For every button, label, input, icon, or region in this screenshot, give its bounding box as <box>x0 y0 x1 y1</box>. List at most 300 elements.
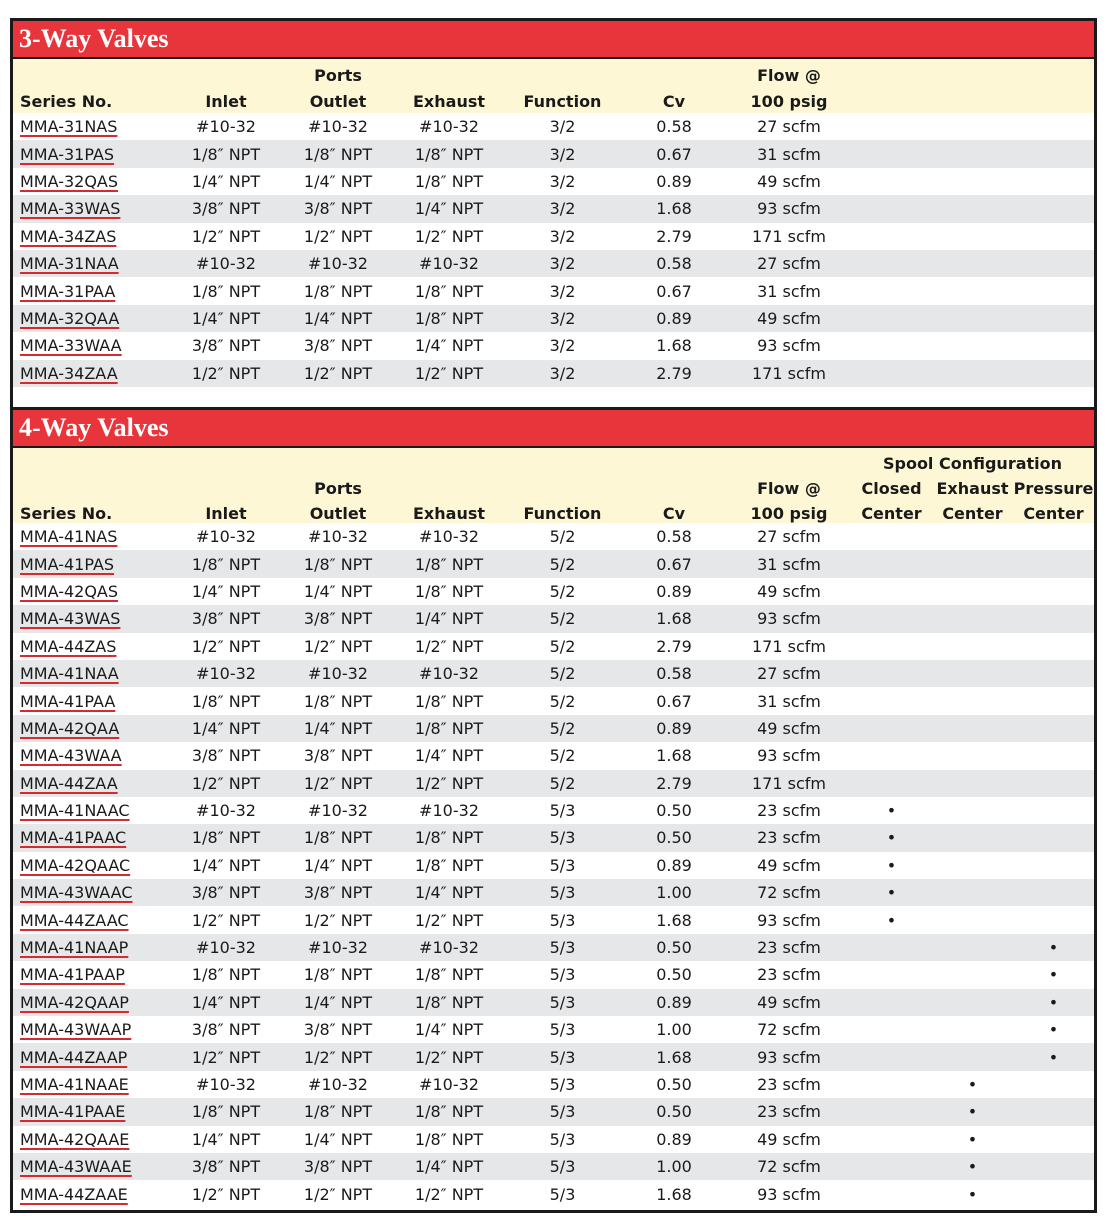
three-way-header-row <box>13 85 1094 113</box>
flow-cell: 93 scfm <box>727 195 851 222</box>
flow-cell: 27 scfm <box>727 250 851 277</box>
flow-cell: 49 scfm <box>727 715 851 742</box>
function-cell: 5/3 <box>549 1075 576 1094</box>
function-cell: 5/3 <box>504 934 621 961</box>
series-cell <box>13 906 170 933</box>
cv-cell: 0.67 <box>656 281 692 301</box>
flow-cell: 171 scfm <box>752 226 826 246</box>
exhaust-center-cell: • <box>967 1129 978 1149</box>
closed-center-cell <box>851 989 932 1016</box>
exhaust-cell: 1/8″ NPT <box>414 691 484 711</box>
table-row <box>13 660 1094 687</box>
exhaust-cell: 1/2″ NPT <box>394 770 504 797</box>
closed-center-cell <box>851 1071 932 1098</box>
function-cell: 5/2 <box>504 550 621 577</box>
closed-center-cell <box>851 934 932 961</box>
table-row <box>13 1126 1094 1153</box>
inlet-cell: 1/2″ NPT <box>170 1043 282 1070</box>
pressure-center-cell <box>1013 1180 1094 1207</box>
exhaust-center-cell: • <box>932 1153 1013 1180</box>
series-number-link[interactable]: MMA-44ZAAP <box>20 1047 128 1067</box>
inlet-header: Inlet <box>170 85 282 113</box>
series-number-link[interactable]: MMA-41PAAE <box>20 1102 126 1122</box>
series-cell <box>13 277 170 304</box>
series-cell <box>13 332 170 359</box>
series-header: Series No. <box>13 85 170 113</box>
function-cell: 5/3 <box>549 910 576 930</box>
outlet-cell: 1/4″ NPT <box>282 715 394 742</box>
series-cell <box>13 824 170 851</box>
empty-cell <box>851 168 1094 195</box>
function-cell: 5/3 <box>549 1020 576 1040</box>
function-cell: 3/2 <box>504 140 621 167</box>
series-number-link[interactable]: MMA-41PAA <box>20 691 116 711</box>
exhaust-cell: 1/4″ NPT <box>414 336 484 356</box>
series-number-link[interactable]: MMA-42QAAC <box>20 855 131 875</box>
function-cell: 5/3 <box>504 879 621 906</box>
exhaust-cell: 1/8″ NPT <box>414 965 484 985</box>
series-cell <box>13 687 170 714</box>
exhaust-center-cell <box>932 1016 1013 1043</box>
pressure-center-cell: • <box>1013 1043 1094 1070</box>
exhaust-cell: 1/2″ NPT <box>414 226 484 246</box>
function-cell: 5/3 <box>504 1043 621 1070</box>
inlet-cell: 1/4″ NPT <box>170 989 282 1016</box>
flow-cell: 171 scfm <box>727 360 851 387</box>
function-cell: 5/2 <box>549 691 576 711</box>
cv-cell: 2.79 <box>656 636 692 656</box>
exhaust-cell: #10-32 <box>394 934 504 961</box>
outlet-cell: 1/8″ NPT <box>282 140 394 167</box>
closed-center-cell <box>851 1098 932 1125</box>
closed-center-cell <box>851 1180 932 1207</box>
series-number-link[interactable]: MMA-44ZAAC <box>20 910 129 930</box>
table-row <box>13 715 1094 742</box>
flow-cell: 27 scfm <box>757 117 821 137</box>
series-number-link[interactable]: MMA-41NAAE <box>20 1075 129 1094</box>
inlet-cell: 3/8″ NPT <box>191 1020 261 1040</box>
outlet-cell: 1/2″ NPT <box>303 636 373 656</box>
table-row <box>13 687 1094 714</box>
function-cell: 3/2 <box>549 117 576 137</box>
exhaust-cell: 1/2″ NPT <box>414 910 484 930</box>
closed-center-header-bottom: Center <box>851 498 932 523</box>
function-header: Function <box>504 498 621 523</box>
table-row <box>13 195 1094 222</box>
series-number-link[interactable]: MMA-43WAAE <box>20 1157 132 1177</box>
exhaust-center-cell <box>932 605 1013 632</box>
flow-cell: 93 scfm <box>757 1184 821 1204</box>
function-cell: 3/2 <box>549 171 576 191</box>
cv-cell: 0.89 <box>656 581 692 601</box>
pressure-center-cell <box>1013 633 1094 660</box>
flow-header-bottom: 100 psig <box>727 498 851 523</box>
outlet-cell: 1/8″ NPT <box>282 824 394 851</box>
exhaust-center-cell <box>932 797 1013 824</box>
empty-cell <box>851 360 1094 387</box>
inlet-cell: 1/8″ NPT <box>191 281 261 301</box>
exhaust-center-cell <box>932 852 1013 879</box>
inlet-cell: #10-32 <box>196 117 256 137</box>
flow-cell: 23 scfm <box>727 934 851 961</box>
exhaust-cell: 1/4″ NPT <box>394 605 504 632</box>
inlet-cell: 1/2″ NPT <box>170 770 282 797</box>
series-number-link[interactable]: MMA-33WAS <box>20 199 121 219</box>
series-number-link[interactable]: MMA-41NAAC <box>20 801 130 821</box>
outlet-cell: 3/8″ NPT <box>303 336 373 356</box>
outlet-cell: #10-32 <box>282 660 394 687</box>
pressure-center-cell <box>1013 1098 1094 1125</box>
closed-center-cell <box>851 1126 932 1153</box>
table-row <box>13 879 1094 906</box>
outlet-cell: #10-32 <box>308 1075 368 1094</box>
closed-center-cell <box>851 633 932 660</box>
cv-cell: 2.79 <box>656 226 692 246</box>
exhaust-center-cell <box>932 550 1013 577</box>
three-way-header-row-top <box>13 59 1094 85</box>
outlet-cell: 1/8″ NPT <box>303 691 373 711</box>
series-number-link[interactable]: MMA-41PAS <box>20 554 115 574</box>
outlet-cell: 1/4″ NPT <box>303 171 373 191</box>
exhaust-cell: 1/4″ NPT <box>394 879 504 906</box>
inlet-cell: #10-32 <box>170 250 282 277</box>
inlet-cell: 1/8″ NPT <box>170 550 282 577</box>
table-row <box>13 578 1094 605</box>
outlet-cell: 3/8″ NPT <box>282 1153 394 1180</box>
series-number-link[interactable]: MMA-43WAA <box>20 746 122 766</box>
exhaust-center-header-top: Exhaust <box>932 473 1013 498</box>
inlet-cell: 1/2″ NPT <box>191 226 261 246</box>
exhaust-center-header-bottom: Center <box>932 498 1013 523</box>
table-row <box>13 797 1094 824</box>
exhaust-cell: #10-32 <box>419 801 479 821</box>
series-number-link[interactable]: MMA-41NAAP <box>20 938 129 958</box>
function-cell: 3/2 <box>549 336 576 356</box>
ports-header: Ports <box>282 473 394 498</box>
pressure-center-cell <box>1013 687 1094 714</box>
series-number-link[interactable]: MMA-44ZAAE <box>20 1184 128 1204</box>
outlet-cell: #10-32 <box>282 250 394 277</box>
series-number-link[interactable]: MMA-41PAAC <box>20 828 127 848</box>
series-cell <box>13 168 170 195</box>
pressure-center-cell <box>1013 715 1094 742</box>
exhaust-center-cell <box>932 906 1013 933</box>
exhaust-cell: 1/8″ NPT <box>414 281 484 301</box>
pressure-center-cell <box>1013 906 1094 933</box>
flow-cell: 27 scfm <box>727 660 851 687</box>
exhaust-cell: 1/8″ NPT <box>414 581 484 601</box>
exhaust-cell: #10-32 <box>419 1075 479 1094</box>
exhaust-cell: 1/8″ NPT <box>414 1129 484 1149</box>
inlet-cell: 1/8″ NPT <box>170 824 282 851</box>
flow-cell: 49 scfm <box>757 581 821 601</box>
series-number-link[interactable]: MMA-44ZAS <box>20 636 117 656</box>
cv-cell: 0.67 <box>656 691 692 711</box>
closed-center-cell <box>851 715 932 742</box>
three-way-table <box>13 59 1094 387</box>
cv-cell: 0.89 <box>621 715 727 742</box>
table-row <box>13 550 1094 577</box>
inlet-cell: 1/8″ NPT <box>170 140 282 167</box>
closed-center-cell <box>851 770 932 797</box>
outlet-cell: #10-32 <box>308 527 368 547</box>
flow-cell: 72 scfm <box>727 879 851 906</box>
closed-center-cell <box>851 961 932 988</box>
flow-cell: 23 scfm <box>757 801 821 821</box>
exhaust-center-cell: • <box>967 1184 978 1204</box>
inlet-cell: 1/4″ NPT <box>170 715 282 742</box>
outlet-cell: 1/4″ NPT <box>303 855 373 875</box>
outlet-cell: 1/2″ NPT <box>303 910 373 930</box>
closed-center-cell <box>851 578 932 605</box>
table-row <box>13 1043 1094 1070</box>
flow-cell: 49 scfm <box>757 171 821 191</box>
inlet-cell: 1/2″ NPT <box>191 910 261 930</box>
outlet-cell: #10-32 <box>282 934 394 961</box>
inlet-cell: #10-32 <box>196 527 256 547</box>
series-cell <box>13 1071 170 1098</box>
inlet-cell: 3/8″ NPT <box>170 879 282 906</box>
series-number-link[interactable]: MMA-34ZAA <box>20 363 118 383</box>
outlet-cell: #10-32 <box>308 801 368 821</box>
series-cell <box>13 360 170 387</box>
series-number-link[interactable]: MMA-31PAA <box>20 281 116 301</box>
flow-cell: 171 scfm <box>727 770 851 797</box>
flow-cell: 93 scfm <box>757 910 821 930</box>
series-cell <box>13 879 170 906</box>
series-number-link[interactable]: MMA-34ZAS <box>20 226 117 246</box>
series-number-link[interactable]: MMA-43WAAC <box>20 883 133 903</box>
exhaust-cell: 1/4″ NPT <box>394 195 504 222</box>
function-cell: 3/2 <box>504 305 621 332</box>
pressure-center-cell <box>1013 578 1094 605</box>
flow-cell: 171 scfm <box>752 636 826 656</box>
exhaust-center-cell <box>932 1043 1013 1070</box>
series-cell <box>13 550 170 577</box>
series-cell <box>13 578 170 605</box>
series-number-link[interactable]: MMA-42QAS <box>20 581 119 601</box>
series-cell <box>13 1180 170 1207</box>
function-cell: 3/2 <box>504 360 621 387</box>
table-row <box>13 852 1094 879</box>
series-cell <box>13 195 170 222</box>
cv-cell: 1.00 <box>621 1153 727 1180</box>
closed-center-cell <box>851 687 932 714</box>
flow-cell: 31 scfm <box>757 281 821 301</box>
outlet-cell: #10-32 <box>308 117 368 137</box>
closed-center-cell <box>851 1016 932 1043</box>
four-way-header-row-3 <box>13 498 1094 523</box>
pressure-center-cell <box>1013 742 1094 769</box>
cv-cell: 0.50 <box>656 965 692 985</box>
series-number-link[interactable]: MMA-42QAAP <box>20 992 129 1012</box>
series-number-link[interactable]: MMA-41NAS <box>20 527 118 547</box>
flow-cell: 23 scfm <box>757 1075 821 1094</box>
series-number-link[interactable]: MMA-32QAS <box>20 171 119 191</box>
series-cell <box>13 770 170 797</box>
pressure-center-cell <box>1013 1071 1094 1098</box>
three-way-title: 3-Way Valves <box>13 21 1094 59</box>
closed-center-cell: • <box>851 879 932 906</box>
outlet-header: Outlet <box>282 85 394 113</box>
flow-cell: 49 scfm <box>727 305 851 332</box>
cv-cell: 0.58 <box>656 117 692 137</box>
exhaust-center-cell <box>932 879 1013 906</box>
inlet-cell: 3/8″ NPT <box>170 195 282 222</box>
series-cell <box>13 1153 170 1180</box>
empty-cell <box>851 305 1094 332</box>
cv-cell: 0.67 <box>621 550 727 577</box>
outlet-cell: 1/4″ NPT <box>303 581 373 601</box>
function-cell: 5/3 <box>549 1184 576 1204</box>
table-row <box>13 1180 1094 1207</box>
inlet-cell: 1/4″ NPT <box>191 171 261 191</box>
exhaust-center-cell <box>932 770 1013 797</box>
cv-cell: 0.89 <box>656 171 692 191</box>
function-cell: 5/3 <box>549 855 576 875</box>
cv-cell: 0.50 <box>621 824 727 851</box>
series-number-link[interactable]: MMA-31NAA <box>20 254 119 274</box>
series-number-link[interactable]: MMA-41NAA <box>20 664 119 684</box>
outlet-cell: 1/8″ NPT <box>282 1098 394 1125</box>
pressure-center-cell: • <box>1013 989 1094 1016</box>
closed-center-cell <box>851 1153 932 1180</box>
function-cell: 3/2 <box>504 195 621 222</box>
flow-cell: 93 scfm <box>757 746 821 766</box>
inlet-cell: 1/2″ NPT <box>191 636 261 656</box>
table-row <box>13 140 1094 167</box>
table-row <box>13 605 1094 632</box>
pressure-center-cell <box>1013 797 1094 824</box>
cv-cell: 1.68 <box>656 746 692 766</box>
flow-cell: 93 scfm <box>757 336 821 356</box>
series-number-link[interactable]: MMA-42QAA <box>20 718 120 738</box>
function-cell: 5/3 <box>504 1153 621 1180</box>
table-row <box>13 1016 1094 1043</box>
closed-center-cell <box>851 550 932 577</box>
inlet-cell: #10-32 <box>170 660 282 687</box>
four-way-valves-panel <box>10 410 1097 1213</box>
series-number-link[interactable]: MMA-43WAAP <box>20 1020 132 1040</box>
table-row <box>13 989 1094 1016</box>
flow-cell: 93 scfm <box>727 1043 851 1070</box>
table-row <box>13 1153 1094 1180</box>
inlet-header: Inlet <box>170 498 282 523</box>
closed-center-cell <box>851 660 932 687</box>
series-cell <box>13 1043 170 1070</box>
exhaust-cell: 1/8″ NPT <box>414 855 484 875</box>
cv-cell: 1.68 <box>621 1043 727 1070</box>
exhaust-header: Exhaust <box>394 498 504 523</box>
function-cell: 5/3 <box>549 965 576 985</box>
series-number-link[interactable]: MMA-31PAS <box>20 144 115 164</box>
function-cell: 5/2 <box>504 660 621 687</box>
table-row <box>13 770 1094 797</box>
table-row <box>13 824 1094 851</box>
cv-cell: 2.79 <box>621 360 727 387</box>
outlet-cell: 1/4″ NPT <box>282 989 394 1016</box>
series-number-link[interactable]: MMA-44ZAA <box>20 773 118 793</box>
closed-center-cell <box>851 523 932 550</box>
cv-header: Cv <box>621 498 727 523</box>
exhaust-cell: #10-32 <box>419 527 479 547</box>
table-row <box>13 742 1094 769</box>
outlet-cell: 1/2″ NPT <box>282 770 394 797</box>
outlet-cell: 3/8″ NPT <box>303 746 373 766</box>
exhaust-center-cell <box>932 523 1013 550</box>
outlet-cell: 1/8″ NPT <box>282 550 394 577</box>
series-cell <box>13 1098 170 1125</box>
cv-cell: 2.79 <box>621 770 727 797</box>
cv-cell: 1.68 <box>621 605 727 632</box>
pressure-center-cell: • <box>1013 934 1094 961</box>
empty-cell <box>851 195 1094 222</box>
closed-center-header-top: Closed <box>851 473 932 498</box>
exhaust-cell: 1/8″ NPT <box>394 824 504 851</box>
outlet-cell: 3/8″ NPT <box>282 879 394 906</box>
series-cell <box>13 113 170 140</box>
exhaust-cell: 1/2″ NPT <box>394 360 504 387</box>
empty-cell <box>851 223 1094 250</box>
exhaust-cell: 1/8″ NPT <box>414 171 484 191</box>
empty-cell <box>851 113 1094 140</box>
flow-cell: 49 scfm <box>757 1129 821 1149</box>
function-cell: 5/3 <box>504 989 621 1016</box>
function-cell: 3/2 <box>549 281 576 301</box>
exhaust-center-cell <box>932 633 1013 660</box>
series-number-link[interactable]: MMA-41PAAP <box>20 965 125 985</box>
series-number-link[interactable]: MMA-32QAA <box>20 308 120 328</box>
inlet-cell: #10-32 <box>196 801 256 821</box>
exhaust-cell: #10-32 <box>394 250 504 277</box>
series-number-link[interactable]: MMA-42QAAE <box>20 1129 130 1149</box>
exhaust-header: Exhaust <box>394 85 504 113</box>
inlet-cell: 3/8″ NPT <box>170 1153 282 1180</box>
function-header: Function <box>504 85 621 113</box>
exhaust-cell: 1/8″ NPT <box>394 989 504 1016</box>
flow-cell: 72 scfm <box>727 1153 851 1180</box>
exhaust-cell: 1/8″ NPT <box>394 550 504 577</box>
exhaust-cell: 1/2″ NPT <box>414 1184 484 1204</box>
exhaust-center-cell <box>932 989 1013 1016</box>
pressure-center-cell <box>1013 879 1094 906</box>
flow-cell: 93 scfm <box>727 605 851 632</box>
cv-cell: 0.50 <box>621 1098 727 1125</box>
closed-center-cell <box>851 605 932 632</box>
table-row <box>13 633 1094 660</box>
table-row <box>13 934 1094 961</box>
function-cell: 3/2 <box>504 250 621 277</box>
closed-center-cell: • <box>851 824 932 851</box>
series-number-link[interactable]: MMA-43WAS <box>20 609 121 629</box>
exhaust-center-cell <box>932 934 1013 961</box>
series-cell <box>13 989 170 1016</box>
table-row <box>13 523 1094 550</box>
outlet-cell: 1/4″ NPT <box>303 1129 373 1149</box>
empty-cell <box>851 140 1094 167</box>
flow-cell: 23 scfm <box>727 824 851 851</box>
exhaust-center-cell <box>932 687 1013 714</box>
outlet-cell: 3/8″ NPT <box>282 605 394 632</box>
closed-center-cell <box>851 742 932 769</box>
cv-cell: 0.50 <box>656 1075 692 1094</box>
series-cell <box>13 1126 170 1153</box>
series-cell <box>13 961 170 988</box>
function-cell: 3/2 <box>549 226 576 246</box>
series-number-link[interactable]: MMA-33WAA <box>20 336 122 356</box>
series-number-link[interactable]: MMA-31NAS <box>20 117 118 137</box>
empty-cell <box>851 277 1094 304</box>
